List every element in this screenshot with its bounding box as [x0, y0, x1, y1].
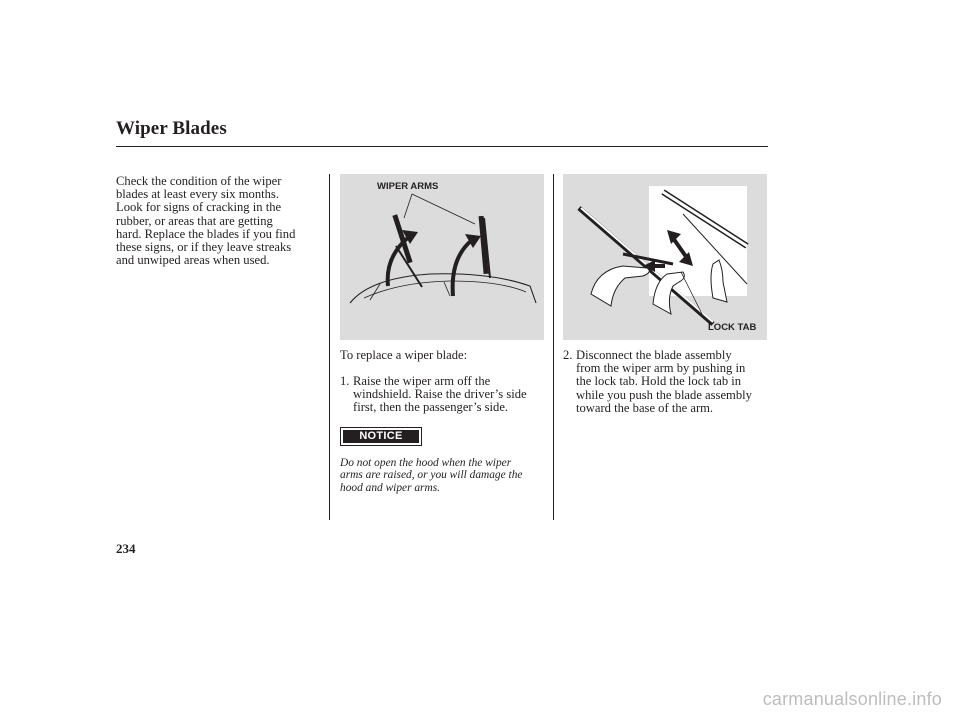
- page-title: Wiper Blades: [116, 118, 227, 139]
- step-number: 2.: [563, 348, 573, 362]
- step-line: Disconnect the blade assembly: [576, 348, 732, 362]
- step-text: [576, 349, 752, 415]
- figure-wiper-arms: [340, 174, 544, 340]
- notice-line: Do not open the hood when the wiper: [340, 457, 512, 469]
- step-line: windshield. Raise the driver’s side: [353, 387, 527, 402]
- notice-line: hood and wiper arms.: [340, 481, 440, 494]
- step-line: first, then the passenger’s side.: [353, 400, 509, 415]
- watermark: carmanualsonline.info: [762, 689, 942, 709]
- column-divider-right: [553, 174, 554, 520]
- column-divider-left: [329, 174, 330, 520]
- step-line: Raise the wiper arm off the: [353, 374, 491, 388]
- notice-text: [340, 457, 552, 494]
- step-number: 1.: [340, 374, 350, 388]
- procedure-intro: To replace a wiper blade:: [340, 348, 468, 362]
- figure-label-wiper-arms: WIPER ARMS: [377, 181, 439, 192]
- step-line: from the wiper arm by pushing in: [576, 361, 746, 376]
- step-line: while you push the blade assembly: [576, 387, 752, 402]
- notice-label: NOTICE: [359, 430, 403, 442]
- step-line: toward the base of the arm.: [576, 400, 714, 415]
- intro-line: Check the condition of the wiper: [116, 174, 282, 188]
- step-1: [340, 375, 552, 415]
- title-rule: [116, 146, 768, 147]
- lock-tab-illustration: [563, 174, 767, 340]
- intro-line: hard. Replace the blades if you find: [116, 226, 296, 241]
- intro-line: these signs, or if they leave streaks: [116, 240, 292, 255]
- step-2: [563, 349, 775, 417]
- intro-line: blades at least every six months.: [116, 187, 279, 202]
- notice-badge: [343, 430, 419, 443]
- intro-line: rubber, or areas that are getting: [116, 213, 273, 228]
- figure-lock-tab: [563, 174, 767, 340]
- intro-line: Look for signs of cracking in the: [116, 200, 282, 215]
- notice-line: arms are raised, or you will damage the: [340, 469, 523, 482]
- figure-label-lock-tab: LOCK TAB: [708, 322, 757, 333]
- page-number: 234: [116, 541, 136, 556]
- step-text: [353, 375, 527, 415]
- intro-line: and unwiped areas when used.: [116, 253, 270, 268]
- notice-box: [340, 427, 422, 446]
- wiper-arms-illustration: [340, 174, 544, 340]
- step-line: the lock tab. Hold the lock tab in: [576, 374, 742, 389]
- intro-paragraph: [116, 175, 321, 267]
